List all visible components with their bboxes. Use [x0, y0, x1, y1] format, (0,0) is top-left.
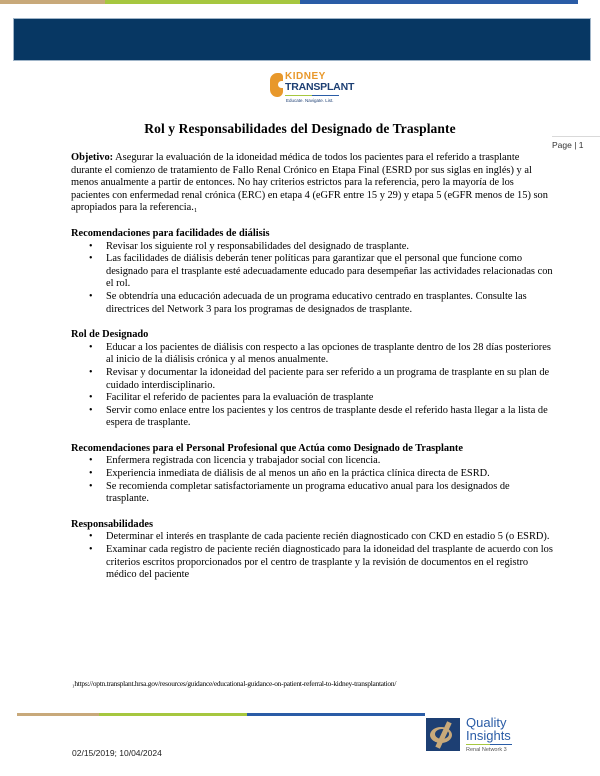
- logo-line1: KIDNEY: [285, 71, 326, 82]
- stripe-green: [99, 713, 247, 716]
- section-heading: Rol de Designado: [71, 329, 149, 341]
- page-number: Page | 1: [552, 140, 584, 150]
- objective-label: Objetivo:: [71, 152, 114, 163]
- stripe-blue: [300, 0, 578, 4]
- footer-color-stripe: [17, 713, 425, 716]
- qi-logo-line1: Quality: [466, 715, 507, 730]
- list-item: • Revisar y documentar la idoneidad del paciente para ser referido a un programa de trasplante en su plan de cuidado interdisciplinario.: [71, 367, 553, 392]
- kidney-icon-notch: [278, 81, 284, 88]
- list-item: • Determinar el interés en trasplante de cada paciente recién diagnosticado con CKD en estadio 5 (o ESRD).: [71, 531, 553, 544]
- list-item: • Facilitar el referido de pacientes para la evaluación de trasplante: [71, 392, 553, 405]
- header-color-stripe: [0, 0, 578, 4]
- bullet-list: [71, 241, 553, 317]
- stripe-blue: [247, 713, 425, 716]
- section-heading: Recomendaciones para el Personal Profesional que Actúa como Designado de Trasplante: [71, 442, 463, 454]
- header-band: [13, 18, 591, 61]
- list-item: • Educar a los pacientes de diálisis con respecto a las opciones de trasplante dentro de los 28 días posteriores al inicio de la diálisis crónica y al menos anualmente.: [71, 342, 553, 367]
- qi-logo-rule-green: [466, 744, 490, 745]
- list-item: • Se obtendría una educación adecuada de un programa educativo centrado en trasplantes. Consulte las directrices del Network 3 para los programas de designados de trasplante.: [71, 291, 553, 316]
- revision-dates: 02/15/2019; 10/04/2024: [72, 748, 162, 758]
- qi-logo-line2: Insights: [466, 728, 511, 743]
- list-item: • Enfermera registrada con licencia y trabajador social con licencia.: [71, 455, 553, 468]
- objective-paragraph: [71, 152, 553, 215]
- qi-logo-rule-blue: [490, 744, 512, 745]
- logo-tagline: Educate. Navigate. List.: [286, 98, 334, 103]
- list-item: • Se recomienda completar satisfactoriamente un programa educativo anual para los designados de trasplante.: [71, 481, 553, 506]
- list-item: • Experiencia inmediata de diálisis de al menos un año en la práctica clínica directa de ESRD.: [71, 468, 553, 481]
- logo-rule-blue: [312, 95, 339, 96]
- section-dialysis-facilities: [71, 228, 553, 316]
- section-heading: Recomendaciones para facilidades de diálisis: [71, 227, 270, 239]
- objective-text: Asegurar la evaluación de la idoneidad médica de todos los pacientes para el referido a trasplante durante el comienzo de tratamiento de Fallo Renal Crónico en Etapa Final (ESRD por sus siglas en inglés) y al menos anualmente a partir de entonces. No hay criterios estrictos para la referencia, pero la mayoría de los pacientes con enfermedad renal crónica (ERC) en etapa 4 (eGFR entre 15 y 29) y etapa 5 (eGFR menos de 15) son apropiados para la referencia.₁: [71, 152, 548, 214]
- list-item: • Servir como enlace entre los pacientes y los centros de trasplante desde el referido hasta llegar a la lista de espera de trasplante.: [71, 405, 553, 430]
- qi-logo-line3: Renal Network 3: [466, 747, 507, 753]
- logo-line2: TRANSPLANT: [285, 81, 355, 93]
- kidney-transplant-logo: [270, 71, 355, 109]
- document-title: Rol y Responsabilidades del Designado de Trasplante: [144, 121, 456, 136]
- list-item: • Revisar los siguiente rol y responsabilidades del designado de trasplante.: [71, 241, 553, 254]
- bullet-list: [71, 455, 553, 505]
- quality-insights-logo: [426, 715, 536, 758]
- section-designee-role: [71, 329, 553, 430]
- section-responsibilities: [71, 519, 553, 582]
- stripe-tan: [17, 713, 99, 716]
- section-staff-recommendations: [71, 443, 553, 506]
- list-item: • Examinar cada registro de paciente recién diagnosticado para la idoneidad del trasplante de acuerdo con los criterios escritos proporcionados por el centro de trasplante y la revisión de documentos en el registro médico del paciente: [71, 544, 553, 582]
- section-heading: Responsabilidades: [71, 518, 153, 530]
- footnote-reference-link[interactable]: ₁https://optn.transplant.hrsa.gov/resources/guidance/educational-guidance-on-patient-referral-to-kidney-transplantation/: [72, 679, 397, 688]
- stripe-tan: [0, 0, 105, 4]
- bullet-list: [71, 342, 553, 430]
- document-body: [71, 152, 553, 582]
- stripe-green: [105, 0, 300, 4]
- list-item: • Las facilidades de diálisis deberán tener políticas para garantizar que el personal que funcione como designado para el trasplante esté adecuadamente educado para desempeñar las actividades relacionadas con el rol.: [71, 253, 553, 291]
- quality-insights-mark-icon: [426, 718, 460, 751]
- bullet-list: [71, 531, 553, 581]
